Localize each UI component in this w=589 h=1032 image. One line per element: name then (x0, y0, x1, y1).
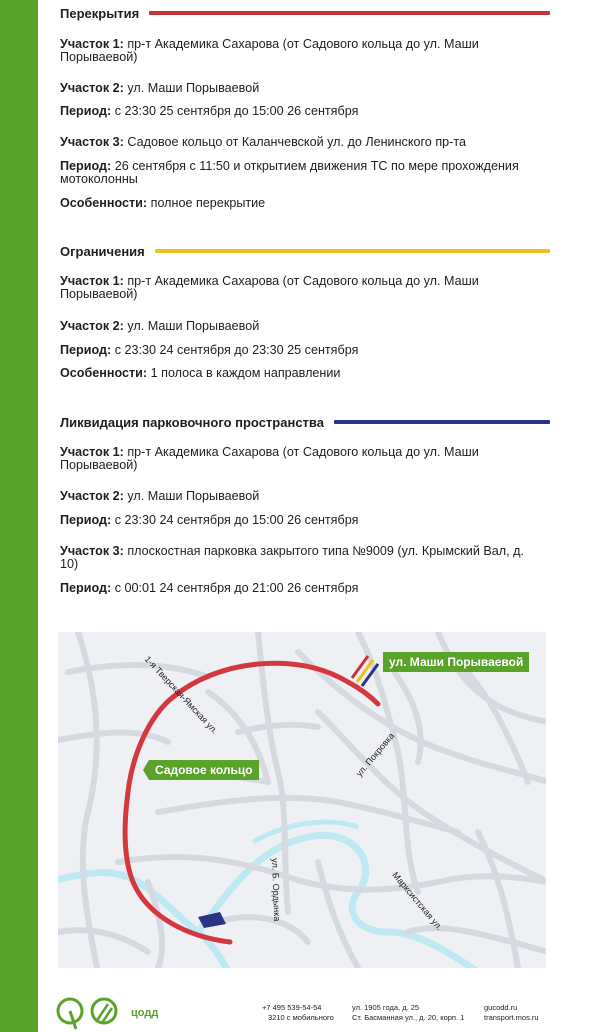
street-label-marksistskaya: Марксистская ул. (390, 870, 445, 933)
closures-header (60, 5, 550, 21)
footer-phone-1: +7 495 539-54-54 (262, 1003, 322, 1012)
footer-site-2[interactable]: transport.mos.ru (484, 1013, 539, 1022)
footer-address-2: Ст. Басманная ул., д. 20, корп. 1 (352, 1013, 465, 1022)
restrictions-section-1: Участок 1: пр-т Академика Сахарова (от Садового кольца до ул. Маши Порываевой) (60, 274, 479, 301)
closures-period-2: Период: 26 сентября с 11:50 и открытием движения ТС по мере прохождения мотоколонны (60, 159, 519, 186)
parking-section-1: Участок 1: пр-т Академика Сахарова (от Садового кольца до ул. Маши Порываевой) (60, 445, 479, 472)
codd-logo-text: цодд (131, 1007, 159, 1019)
closures-period-1: Период: с 23:30 25 сентября до 15:00 26 сентября (60, 104, 359, 118)
parking-header (60, 414, 550, 430)
parking-section-2: Участок 2: ул. Маши Порываевой (60, 489, 260, 503)
footer-site-1[interactable]: gucodd.ru (484, 1003, 518, 1012)
restrictions-header (60, 243, 550, 259)
closures-section-1: Участок 1: пр-т Академика Сахарова (от Садового кольца до ул. Маши Порываевой) (60, 37, 479, 64)
parking-period: Период: с 23:30 24 сентября до 15:00 26 сентября (60, 513, 359, 527)
parking-period-2: Период: с 00:01 24 сентября до 21:00 26 сентября (60, 581, 359, 594)
parking-section-3: Участок 3: плоскостная парковка закрытого типа №9009 (ул. Крымский Вал, д. 10) (60, 544, 524, 571)
masha-poryvaeva-label: ул. Маши Порываевой (383, 652, 529, 672)
footer-phone-2: 3210 с мобильного (268, 1013, 334, 1022)
closures-title: Перекрытия (60, 5, 140, 21)
map-graphic (58, 632, 546, 968)
closures-red-line (149, 11, 550, 15)
closures-section-2: Участок 2: ул. Маши Порываевой (60, 81, 260, 95)
closures-section-3: Участок 3: Садовое кольцо от Каланчевской ул. до Ленинского пр-та (60, 135, 466, 149)
street-label-pokrovka: ул. Покровка (354, 730, 397, 779)
restrictions-title: Ограничения (60, 243, 145, 259)
restrictions-features: Особенности: 1 полоса в каждом направлении (60, 366, 341, 380)
parking-title: Ликвидация парковочного пространства (60, 414, 324, 430)
codd-logo-icon (56, 996, 136, 1030)
street-label-ordynka: ул. Б. Ордынка (270, 858, 283, 922)
restrictions-period: Период: с 23:30 24 сентября до 23:30 25 сентября (60, 343, 359, 357)
route-map (58, 632, 546, 968)
restrictions-yellow-line (155, 249, 550, 253)
garden-ring-label: Садовое кольцо (149, 760, 259, 780)
street-label-tverskaya: 1-я Тверская-Ямская ул. (142, 654, 220, 736)
closures-features: Особенности: полное перекрытие (60, 196, 266, 210)
footer-address-1: ул. 1905 года, д. 25 (352, 1003, 420, 1012)
restrictions-section-2: Участок 2: ул. Маши Порываевой (60, 319, 260, 333)
parking-blue-line (334, 420, 550, 424)
